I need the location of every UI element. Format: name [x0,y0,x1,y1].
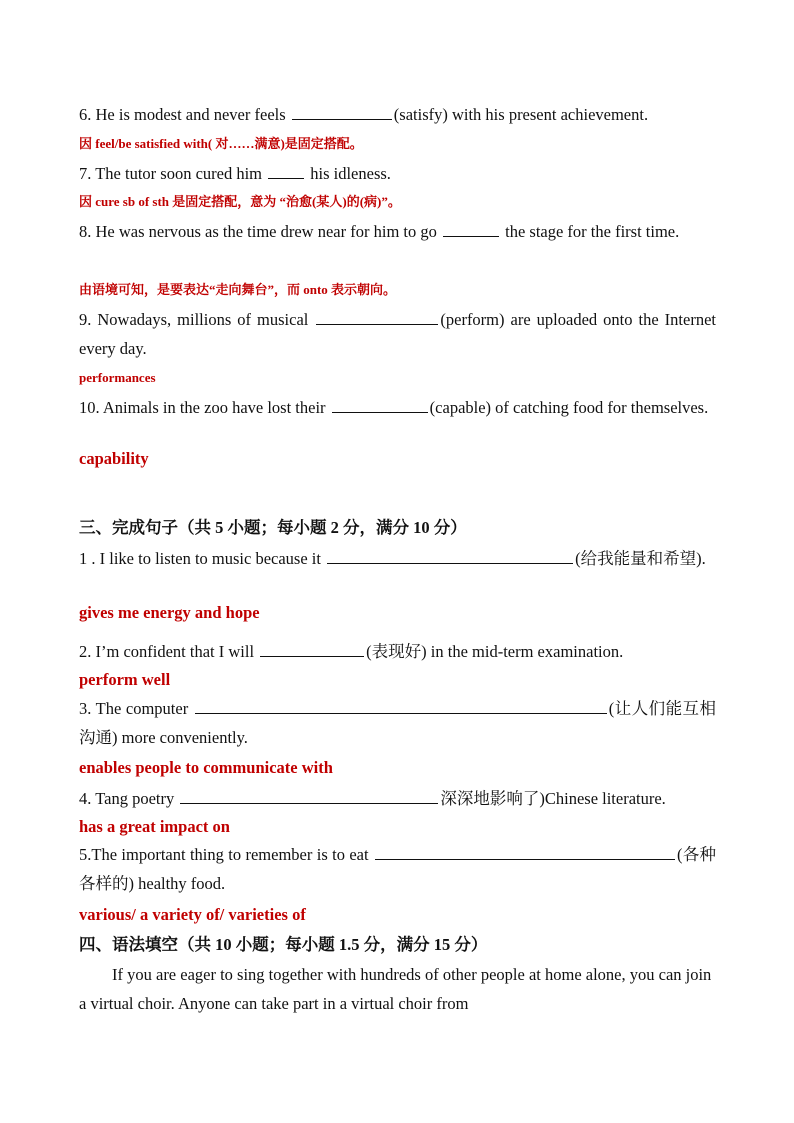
sentence-4-text-pre: 4. Tang poetry [79,789,179,808]
question-8-text-post: the stage for the first time. [501,222,680,241]
question-9-text-pre: 9. Nowadays, millions of musical [79,310,315,329]
section-4-heading: 四、语法填空（共 10 小题；每小题 1.5 分，满分 15 分） [79,935,488,954]
question-9-blank[interactable] [316,308,438,325]
question-7 [79,162,391,185]
question-6-text-post: (satisfy) with his present achievement. [393,105,649,124]
question-9 [79,305,716,363]
question-7-text-pre: 7. The tutor soon cured him [79,164,267,183]
sentence-1-text-post: (给我能量和希望). [575,549,706,568]
question-10-text-pre: 10. Animals in the zoo have lost their [79,398,330,417]
question-6-blank[interactable] [292,103,392,120]
sentence-1-answer: gives me energy and hope [79,603,260,622]
sentence-4-answer: has a great impact on [79,817,230,836]
sentence-4-blank[interactable] [180,787,438,804]
question-8-answer: 由语境可知，是要表达“走向舞台”，而 onto 表示朝向。 [79,282,397,297]
sentence-5-text-pre: 5.The important thing to remember is to eat [79,845,373,864]
question-9-answer: performances [79,370,156,385]
sentence-1-text-pre: 1 . I like to listen to music because it [79,549,326,568]
sentence-2-blank[interactable] [260,640,364,657]
sentence-3-blank[interactable] [195,697,607,714]
sentence-5-text-post: (各种各样的) healthy food. [79,845,717,893]
question-10-text-post: (capable) of catching food for themselves. [429,398,709,417]
sentence-5-blank[interactable] [375,843,675,860]
sentence-4-text-post: 深深地影响了)Chinese literature. [440,789,666,808]
sentence-3-answer: enables people to communicate with [79,758,333,777]
question-7-answer: 因 cure sb of sth 是固定搭配，意为 “治愈(某人)的(病)”。 [79,194,401,209]
section-3-heading: 三、完成句子（共 5 小题；每小题 2 分，满分 10 分） [79,518,467,537]
question-9-text-post: (perform) are uploaded onto the Internet every day. [79,310,716,358]
sentence-3-text-post: (让人们能互相沟通) more conveniently. [79,699,716,747]
sentence-2-text-pre: 2. I’m confident that I will [79,642,259,661]
question-6-text-pre: 6. He is modest and never feels [79,105,290,124]
sentence-3 [79,694,716,752]
question-8 [79,217,716,246]
question-7-text-post: his idleness. [306,164,391,183]
sentence-2-answer: perform well [79,670,171,689]
sentence-5 [79,840,716,898]
sentence-1 [79,544,716,573]
question-10-answer: capability [79,449,149,468]
question-10-blank[interactable] [332,396,428,413]
passage-text: If you are eager to sing together with hundreds of other people at home alone, you can join a virtual choir. Anyone can take part in a virtual choir from [79,965,712,1013]
sentence-1-blank[interactable] [327,547,573,564]
sentence-5-answer: various/ a variety of/ varieties of [79,905,306,924]
question-8-blank[interactable] [443,220,499,237]
question-6 [79,103,648,126]
question-10 [79,393,716,422]
sentence-4 [79,787,666,810]
sentence-2 [79,640,623,663]
question-8-text-pre: 8. He was nervous as the time drew near for him to go [79,222,441,241]
question-6-answer: 因 feel/be satisfied with( 对……满意)是固定搭配。 [79,136,363,151]
question-7-blank[interactable] [268,162,304,179]
sentence-3-text-pre: 3. The computer [79,699,193,718]
sentence-2-text-post: (表现好) in the mid-term examination. [366,642,624,661]
